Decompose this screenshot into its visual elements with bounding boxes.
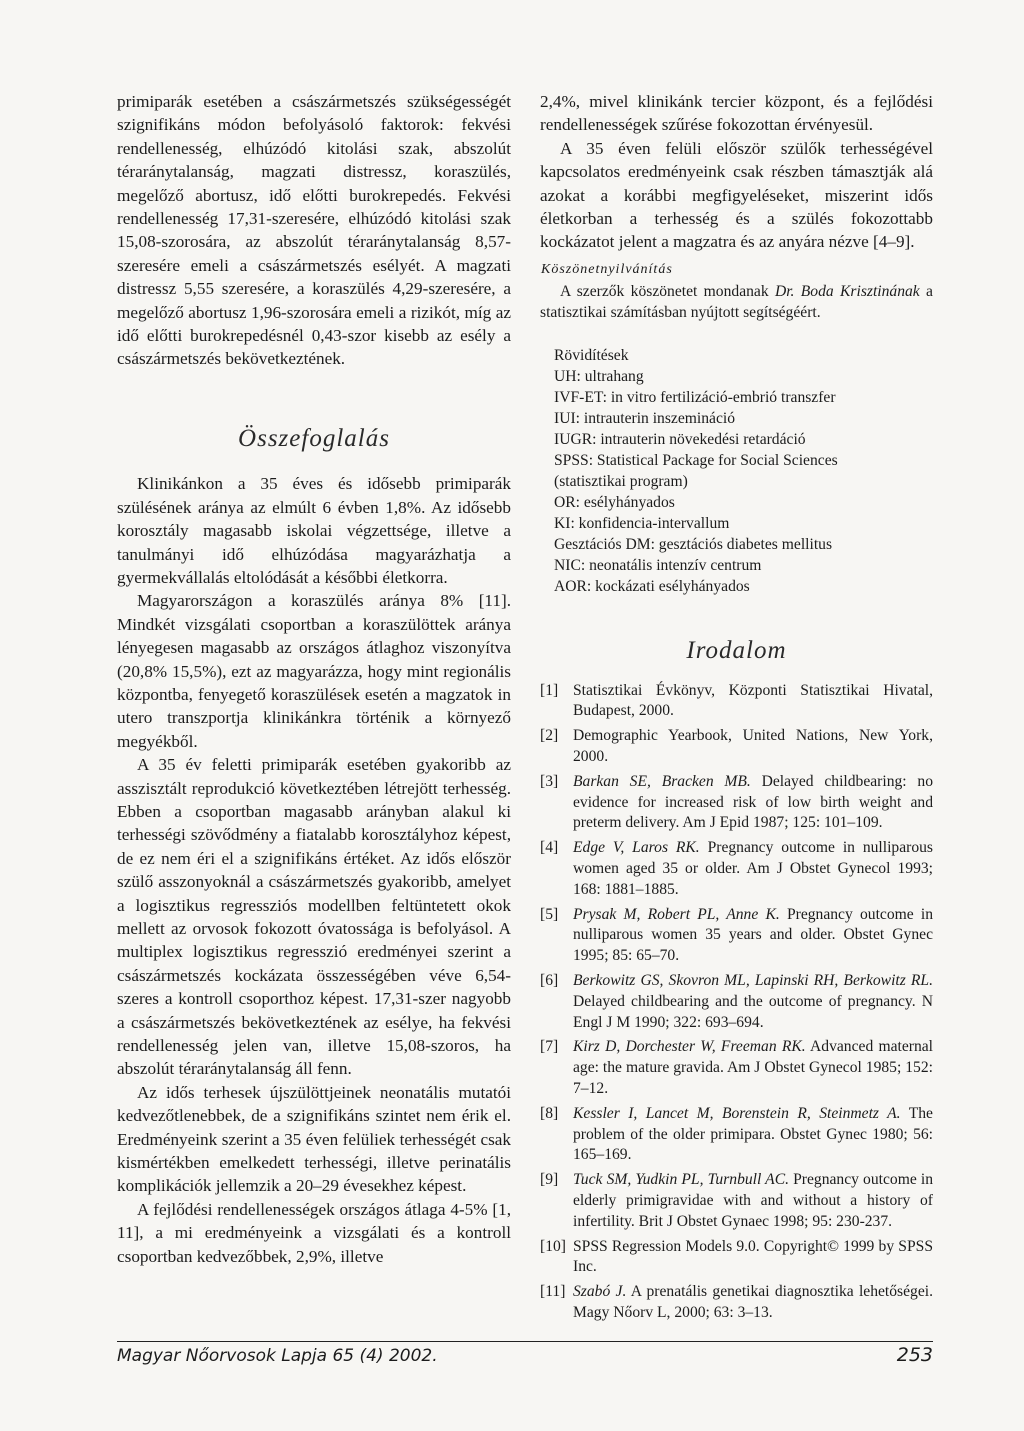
abbreviations-list bbox=[540, 366, 933, 597]
reference-item bbox=[540, 838, 933, 900]
paragraph: Klinikánkon a 35 éves és idősebb primiparák szülésének aránya az elmúlt 6 évben 1,8%. Az idősebb korosztály magasabb iskolai végzettsége, illetve a tanulmányi idő elhúzódása magyarázhatja a gyermekvállalás eltolódását a későbbi életkorra. bbox=[117, 474, 511, 587]
reference-number: [1] bbox=[540, 681, 559, 699]
reference-authors: Kessler I, Lancet M, Borenstein R, Steinmetz A. bbox=[573, 1104, 901, 1122]
reference-authors: Berkowitz GS, Skovron ML, Lapinski RH, Berkowitz RL. bbox=[573, 972, 933, 990]
reference-text: Delayed childbearing and the outcome of pregnancy. N Engl J M 1990; 322: 693–694. bbox=[573, 992, 933, 1031]
reference-item bbox=[540, 1104, 933, 1166]
paragraph: A 35 éven felüli először szülők terhességével kapcsolatos eredményeink csak részben támasztják alá azokat a korábbi megfigyeléseket, miszerint idős életkorban a terhesség és a szülés fokozottabb kockázatot jelent a magzatra és az anyára nézve [4–9]. bbox=[540, 138, 933, 252]
reference-text: Pregnancy outcome in nulliparous women 35 years and older. Obstet Gynec 1995; 85: 65–70. bbox=[573, 905, 933, 965]
reference-number: [2] bbox=[540, 727, 559, 745]
reference-item bbox=[540, 1037, 933, 1099]
reference-number: [11] bbox=[540, 1283, 566, 1301]
abbreviation-item: OR: esélyhányados bbox=[554, 494, 675, 512]
paragraph: 2,4%, mivel klinikánk tercier központ, és a fejlődési rendellenességek szűrése fokozottan érvényesül. bbox=[540, 92, 933, 135]
references-list bbox=[540, 681, 933, 1324]
acknowledged-person: Dr. Boda Krisztinának bbox=[774, 283, 920, 301]
reference-text: Statisztikai Évkönyv, Központi Statisztikai Hivatal, Budapest, 2000. bbox=[573, 681, 933, 720]
abbreviations-heading: Rövidítések bbox=[554, 347, 629, 365]
paragraph: Az idős terhesek újszülöttjeinek neonatális mutatói kedvezőtlenebbek, de a szignifikáns szintet nem érik el. Eredményeink szerint a 35 éven felüliek terhességét csak kismértékben emelkedett terhességi, illetve perinatális komplikációk jellemzik a 20–29 évesekhez képest. bbox=[117, 1082, 511, 1196]
reference-text: Pregnancy outcome in elderly primigravidae with and without a history of infertility. Brit J Obstet Gynaec 1998; 95: 230-237. bbox=[573, 1171, 933, 1230]
abbreviation-item: IUI: intrauterin inszemináció bbox=[554, 410, 735, 428]
reference-text: A prenatális genetikai diagnosztika lehetőségei. Magy Nőorv L, 2000; 63: 3–13. bbox=[573, 1283, 933, 1321]
reference-item bbox=[540, 1282, 933, 1324]
reference-authors: Szabó J. bbox=[573, 1283, 627, 1301]
reference-number: [6] bbox=[540, 972, 559, 990]
reference-item bbox=[540, 681, 933, 723]
reference-number: [9] bbox=[540, 1171, 559, 1189]
acknowledgement-heading: Köszönetnyilvánítás bbox=[541, 261, 673, 277]
reference-number: [5] bbox=[540, 905, 559, 923]
reference-item bbox=[540, 905, 933, 967]
summary-heading: Összefoglalás bbox=[238, 424, 390, 452]
reference-authors: Prysak M, Robert PL, Anne K. bbox=[573, 905, 780, 923]
footer-rule bbox=[117, 1341, 933, 1342]
acknowledgement-text: A szerzők köszönetet mondanak Dr. Boda Krisztinának a statisztikai számításban nyújtott segítségéért. bbox=[540, 283, 933, 322]
reference-authors: Kirz D, Dorchester W, Freeman RK. bbox=[573, 1038, 806, 1056]
paragraph: A fejlődési rendellenességek országos átlaga 4-5% [1, 11], a mi eredményeink a vizsgálati és a kontroll csoportban kedvezőbbek, 2,9%, illetve bbox=[117, 1199, 511, 1266]
right-column bbox=[540, 90, 933, 1328]
reference-text: Demographic Yearbook, United Nations, New York, 2000. bbox=[573, 727, 933, 766]
reference-text: The problem of the older primipara. Obstet Gynec 1980; 56: 165–169. bbox=[573, 1104, 933, 1164]
reference-authors: Edge V, Laros RK. bbox=[573, 839, 700, 857]
reference-number: [3] bbox=[540, 772, 559, 790]
reference-item bbox=[540, 1237, 933, 1279]
reference-authors: Tuck SM, Yudkin PL, Turnbull AC. bbox=[573, 1171, 789, 1189]
paragraph: primiparák esetében a császármetszés szükségességét szignifikáns módon befolyásoló faktorok: fekvési rendellenesség, elhúzódó kitolási szak, abszolút téraránytalanság, magzati distressz, koraszülés, megelőző abortusz, idő előtti burokrepedés. Fekvési rendellenesség 17,31-szeresére, elhúzódó kitolási szak 15,08-szorosára, az abszolút téraránytalanság 8,57-szeresére emeli a császármetszés esélyét. A magzati distressz 5,55 szeresére, a koraszülés 4,29-szeresére, a megelőző abortusz 1,96-szorosára emeli a rizikót, míg az idő előtti burokrepedésnél 0,43-szor kisebb az esély a császármetszés bekövetkeztének. bbox=[117, 92, 511, 369]
abbreviation-item: NIC: neonatális intenzív centrum bbox=[554, 557, 762, 575]
reference-number: [10] bbox=[540, 1237, 566, 1255]
abbreviation-item: (statisztikai program) bbox=[554, 473, 688, 491]
reference-authors: Barkan SE, Bracken MB. bbox=[573, 772, 751, 790]
abbreviation-item: KI: konfidencia-intervallum bbox=[554, 515, 730, 533]
page-number: 253 bbox=[896, 1344, 933, 1366]
reference-number: [4] bbox=[540, 839, 559, 857]
reference-text: Pregnancy outcome in nulliparous women aged 35 or older. Am J Obstet Gynecol 1993; 168: 1881–1885. bbox=[573, 839, 933, 898]
references-heading: Irodalom bbox=[686, 637, 787, 665]
reference-item bbox=[540, 1170, 933, 1232]
paragraph: A 35 év feletti primiparák esetében gyakoribb az asszisztált reprodukció következtében létrejött terhesség. Ebben a csoportban magasabb arányban alakul ki terhességi szövődmény a fiatalabb korosztályhoz képest, de ez nem éri el a szignifikáns értéket. Az idős először szülő asszonyoknál a császármetszés gyakoribb, amelyet a logisztikus regressziós modellben feltüntetett okok mellett az orvosok fokozott óvatossága is befolyásol. A multiplex logisztikus regresszió eredményei szerint a császármetszés kockázata összességében véve 6,54-szeres a kontroll csoporthoz képest. 17,31-szer nagyobb a császármetszés bekövetkeztének az esélye, ha fekvési rendellenesség jelen van, illetve 15,08-szoros, ha abszolút téraránytalanság áll fenn. bbox=[117, 755, 511, 1079]
paragraph: Magyarországon a koraszülés aránya 8% [11]. Mindkét vizsgálati csoportban a koraszülöttek aránya lényegesen magasabb az országos átlaghoz viszonyítva (20,8% 15,5%), ezt az magyarázza, hogy mint regionális központba, fenyegető koraszülések esetén a magzatok in utero transzportja klinikánkra történik a környező megyékből. bbox=[117, 591, 511, 751]
reference-text: Delayed childbearing: no evidence for increased risk of low birth weight and preterm delivery. Am J Epid 1987; 125: 101–109. bbox=[573, 772, 934, 832]
reference-item bbox=[540, 726, 933, 768]
abbreviation-item: Gesztációs DM: gesztációs diabetes mellitus bbox=[554, 536, 833, 554]
reference-text: SPSS Regression Models 9.0. Copyright© 1999 by SPSS Inc. bbox=[573, 1237, 933, 1276]
reference-item bbox=[540, 772, 933, 834]
reference-number: [7] bbox=[540, 1038, 559, 1056]
abbreviation-item: AOR: kockázati esélyhányados bbox=[554, 578, 750, 596]
abbreviation-item: IUGR: intrauterin növekedési retardáció bbox=[554, 431, 806, 449]
reference-text: Advanced maternal age: the mature gravida. Am J Obstet Gynecol 1985; 152: 7–12. bbox=[573, 1038, 933, 1097]
reference-number: [8] bbox=[540, 1104, 559, 1122]
left-column bbox=[117, 90, 511, 1268]
footer-journal: Magyar Nőorvosok Lapja 65 (4) 2002. bbox=[117, 1346, 438, 1366]
reference-item bbox=[540, 971, 933, 1033]
abbreviation-item: SPSS: Statistical Package for Social Sciences bbox=[554, 452, 838, 470]
abbreviation-item: IVF-ET: in vitro fertilizáció-embrió transzfer bbox=[554, 389, 836, 407]
abbreviation-item: UH: ultrahang bbox=[554, 368, 644, 386]
